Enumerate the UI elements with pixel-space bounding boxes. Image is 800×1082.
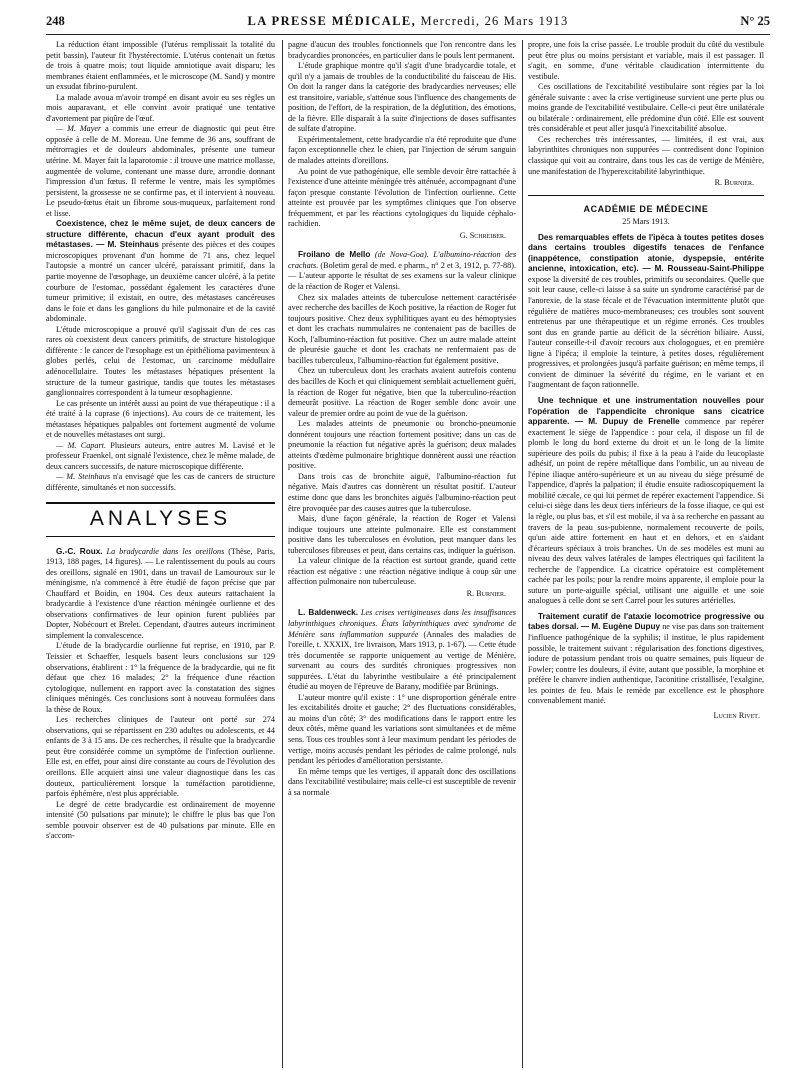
column-rule-2 bbox=[522, 40, 523, 1068]
paragraph: Ces recherches très intéressantes, — limitées, il est vrai, aux labyrinthites chroniques non suppurées — contredisent donc l'opinion classique qui voit au contraire, dans tous les cas de vertige de Ménière, une manifestation de l'hyperexcitabilité labyrinthique. bbox=[528, 134, 764, 176]
column-2 bbox=[288, 40, 516, 1068]
paragraph: — M. Capart. Plusieurs auteurs, entre autres M. Lavisé et le professeur Fraenkel, ont signalé l'existence, chez le même malade, de deux cancers successifs, de nature microscopique différente. bbox=[46, 440, 275, 471]
paragraph: L'auteur montre qu'il existe : 1° une disproportion générale entre les excitabilités droite et gauche; 2° des fluctuations considérables, au moins d'un côté; 3° des modifications dans le rapport entre les deux côtés, même quand les variations sont simultanées et de même sens. Tous ces troubles sont à leur maximum pendant les périodes de vertige, moins accusés pendant les périodes de calme prolongé, nuls pendant les périodes d'amélioration persistante. bbox=[288, 692, 516, 766]
author-signature: R. Burnier. bbox=[466, 588, 506, 598]
paragraph: Expérimentalement, cette bradycardie n'a été reproduite que d'une façon exceptionnelle chez le chien, par l'injection de sérum sanguin de malades atteints d'oreillons. bbox=[288, 134, 516, 166]
paragraph: Le degré de cette bradycardie est ordinairement de moyenne intensité (50 pulsations par minute); le chiffre le plus bas que l'on semble pouvoir observer est de 40 pulsations par minute. Elle en s'accom- bbox=[46, 799, 275, 841]
paragraph: Des remarquables effets de l'ipéca à toutes petites doses dans certains troubles digestifs tenaces de l'enfance (inappétence, constipation atonie, dyspepsie, entérite ancienne, intoxication, etc). — M. Rousseau-Saint-Philippe expose la diversité de ces troubles, primitifs ou secondaires. Quelle que soit leur cause, celle-ci laisse à sa suite un syndrome caractérisé par de l'anorexie, de la stase fécale et de l'évacuation intermittente plutôt que régulière de matières muco-membraneuses; ces troubles sont souvent entretenus par une thérapeutique et un régime erronés. Ces troubles sont dus en grande partie au déficit de la sécrétion biliaire. Aussi, l'auteur conseille-t-il d'avoir recours aux chologogues, et en première ligne à l'ipéca; il emploie la teinture, à petites doses, régulièrement progressives, et prolongées jusqu'à parfaite guérison; en même temps, il convient de diminuer la sévérité du régime, en le variant et en l'augmentant de façon rationnelle. bbox=[528, 232, 764, 390]
journal-title: LA PRESSE MÉDICALE, Mercredi, 26 Mars 1913 bbox=[247, 14, 569, 28]
paragraph: La valeur clinique de la réaction est surtout grande, quand cette réaction est négative : une réaction négative indique à coup sûr une affection pulmonaire non tuberculeuse. bbox=[288, 556, 516, 587]
paragraph: — M. Steinhaus n'a envisagé que les cas de cancers de structure différente, simultanés et non successifs. bbox=[46, 472, 275, 492]
paragraph: Ces oscillations de l'excitabilité vestibulaire sont régies par la loi générale suivante : avec la crise vertigineuse survient une perte plus ou moins grande de l'excitabilité vestibulaire. Celle-ci peut être unilatérale ou bilatérale : ordinairement, elle prédomine d'un côté. Elle est souvent très considérable et peut aller jusqu'à l'inexcitabilité absolue. bbox=[528, 82, 764, 134]
paragraph: propre, une fois la crise passée. Le trouble produit du côté du vestibule peut être plus ou moins persistant et variable, mais il est passager. Il s'agit, en somme, d'une véritable claudication intermittente du vestibule. bbox=[528, 40, 764, 81]
paragraph: G.-C. Roux. La bradycardie dans les oreillons (Thèse, Paris, 1913, 188 pages, 14 figures). — Le ralentissement du pouls au cours des oreillons, signalé en 1901, dans un travail de Lamouroux sur le méningisme, n'a commencé à être étudié de façon précise que par Chauffard et Boidin, en 1904. Ces deux auteurs rattachaient la bradycardie à l'existence d'une réaction méningée ourlienne et des observations confirmatives de leur opinion furent publiées par Dopter, Nobécourt et Brelet. Cependant, d'autres auteurs incriminent simplement la convalescence. bbox=[46, 546, 275, 640]
paragraph: Coexistence, chez le même sujet, de deux cancers de structure différente, chacun d'eux ayant produit des métastases. — M. Steinhaus présente des pièces et des coupes microscopiques provenant d'un homme de 71 ans, chez lequel l'autopsie a montré un cancer ulcéré, paraissant primitif, dans la partie moyenne de l'œsophage, un deuxième cancer ulcéré, à la petite courbure de l'estomac, possédant également les caractères d'une tumeur primitive; il existait, en outre, des métastases cancéreuses dans le foie et dans les ganglions du hile pulmonaire et de la cavité abdominale. bbox=[46, 219, 275, 324]
paragraph: L'étude graphique montre qu'il s'agit d'une bradycardie totale, et qu'il n'y a jamais de troubles de la conductibilité du faisceau de His. On doit la ranger dans la catégorie des bradycardies nerveuses; elle est transitoire, variable, s'atténue sous l'influence des changements de position, de l'effort, de la respiration, de la déglutition, des émotions, de la fièvre. Elle disparaît à la suite d'injections de doses suffisantes de sulfate d'atropine. bbox=[288, 61, 516, 134]
paragraph: L. Baldenweck. Les crises vertigineuses dans les insuffisances labyrinthiques chroniques. États labyrinthiques avec syndrome de Ménière sans inflammation suppurée (Annales des maladies de l'oreille, t. XXXIX, 1re livraison, Mars 1913, p. 1-67). — Cette étude très documentée se rapporte uniquement au vertige de Ménière, survenant au cours des surdités chroniques progressives non suppurées. L'état du labyrinthe vestibulaire a été principalement étudié au moyen de l'épreuve de Barany, modifiée par Brünings. bbox=[288, 608, 516, 692]
author-signature: G. Schreiber. bbox=[459, 230, 506, 240]
column-1 bbox=[46, 40, 275, 1068]
paragraph: La réduction étant impossible (l'utérus remplissait la totalité du petit bassin), l'auteur fit l'hystérectomie. L'utérus contenait un fœtus de trois à quatre mois; tout liquide amniotique avait disparu; les membranes étaient enflammées, et le microscope (M. Sand) y montre un exsudat fibrino-purulent. bbox=[46, 40, 275, 92]
academy-header bbox=[528, 195, 764, 228]
paragraph: Froilano de Mello (de Nova-Goa). L'albumino-réaction des crachats. (Boletim geral de med. e pharm., n° 2 et 3, 1912, p. 77-88). — L'auteur apporte le résultat de ses examens sur la valeur clinique de la réaction de Roger et Valensi. bbox=[288, 250, 516, 292]
paragraph: Une technique et une instrumentation nouvelles pour l'opération de l'appendicite chronique sans cicatrice apparente. — M. Dupuy de Frenelle commence par repérer exactement le siège de l'appendice : pour cela, il dispose un fil de plomb le long du bord externe du droit et un le long de la limite supérieure des poils du pubis; il fixe à la peau à l'aide du leucoplaste adhésif, un point de repère métallique dans l'ombilic, un au niveau de l'épine iliaque antéro-supérieure et un au niveau du siège présumé de l'appendice, d'après la palpation; il étudie ensuite radioscopiquement la mobilité cæcale, ce qui lui permet de repérer exactement l'appendice. Si celui-ci siège dans les deux tiers inférieurs de la fosse iliaque, ce qui est la règle, ou plus bas, et s'il est mobile, il va à sa recherche en passant au travers de la peau sus-pubienne, normalement recouverte de poils, qu'un aide attire fortement en haut et en dehors, et en s'aidant d'écarteurs spéciaux à trois branches. Un de ses modèles est muni au niveau des deux valves latérales de lampes électriques qui facilitent la recherche de l'appendice. La cicatrice opératoire est complètement cachée par les poils; pour la rendre moins apparente, il emploie pour la suture un porte-aiguille spécial, utilisant une aiguille et une soie analogues à celle dont se sert Carrel pour les sutures artérielles. bbox=[528, 395, 764, 606]
page-number: 248 bbox=[46, 14, 65, 28]
paragraph: La malade avoua m'avoir trompé en disant avoir eu ses règles un mois auparavant, et elle convint avoir pratiqué une tentative d'avortement par piqûre de l'œuf. bbox=[46, 92, 275, 123]
paragraph: L'étude de la bradycardie ourlienne fut reprise, en 1910, par P. Teissier et Schaeffer, lesquels basent leurs conclusions sur 129 observations, établirent : 1° la fréquence de la bradycardie, qui ne fit défaut que chez 16 malades; 2° la fréquence d'une réaction cytologique, nullement en rapport avec la constatation des signes cliniques méningés. Ces conclusions sont à nouveau formulées dans la thèse de Roux. bbox=[46, 641, 275, 714]
session-date: 25 Mars 1913. bbox=[622, 217, 670, 227]
paragraph: Chez un tuberculeux dont les crachats avaient autrefois contenu des bacilles de Koch et qui cliniquement semblait actuellement guéri, la réaction de Roger fut négative, bien que la tuberculino-réaction demeurât positive. La réaction de Roger semble donc avoir une valeur de premier ordre au point de vue de la guérison. bbox=[288, 366, 516, 418]
paragraph: Les malades atteints de pneumonie ou broncho-pneumonie donnèrent toujours une réaction fortement positive; dans un cas de pneumonie la réaction fut négative après la guérison; deux malades atteints d'œdème pulmonaire brightique donnèrent aussi une réaction positive. bbox=[288, 419, 516, 471]
author-signature: Lucien Rivet. bbox=[713, 710, 760, 720]
paragraph: Mais, d'une façon générale, la réaction de Roger et Valensi indique toujours une atteinte pulmonaire. Elle est constamment positive dans les tuberculoses en évolution, peut manquer dans les tuberculoses fibreuses et peut, dans certains cas, indiquer la guérison. bbox=[288, 514, 516, 555]
paragraph: Dans trois cas de bronchite aiguë, l'albumino-réaction fut négative. Mais d'autres cas donnèrent un résultat positif. L'auteur estime donc que dans les bronchites aiguës l'albumino-réaction peut être provoquée par des causes autres que la tuberculose. bbox=[288, 471, 516, 513]
page-header bbox=[46, 12, 770, 35]
issue-number: N° 25 bbox=[740, 14, 770, 28]
section-title: ANALYSES bbox=[89, 506, 232, 530]
column-3 bbox=[528, 40, 764, 1068]
column-rule-1 bbox=[282, 40, 283, 1068]
paragraph: Traitement curatif de l'ataxie locomotrice progressive ou tabes dorsal. — M. Eugène Dupuy ne vise pas dans son traitement l'influence pathogénique de la syphilis; il institue, le plus rapidement possible, le traitement suivant : régularisation des fonctions digestives, iodure de potassium pendant trois ou quatre semaines, puis liqueur de Fowler; contre les douleurs, il évite, autant que possible, la morphine et préfère le chanvre indien authentique, l'aconitine cristallisée, l'exalgine, les pointes de feu. Mais le remède par excellence est le phosphore convenablement manié. bbox=[528, 611, 764, 706]
paragraph: Le cas présente un intérêt aussi au point de vue thérapeutique : il a été traité à la cuprase (6 injections). Au cours de ce traitement, les métastases hépatiques palpables ont fortement augmenté de volume et de nouvelles métastases ont surgi. bbox=[46, 398, 275, 440]
paragraph: L'étude microscopique a prouvé qu'il s'agissait d'un de ces cas rares où coexistent deux cancers primitifs, de structure histologique différente : le cancer de l'œsophage est un épithélioma pavimenteux à globes perlés, celui de l'estomac, un carcinome médullaire adénocellulaire. Toutes les métastases hépatiques présentent la structure de la tumeur gastrique, tandis que toutes les métastases ganglionnaires correspondent à la tumeur œsophagienne. bbox=[46, 324, 275, 398]
paragraph: En même temps que les vertiges, il apparaît donc des oscillations dans l'excitabilité vestibulaire; mais celle-ci est susceptible de revenir à sa normale bbox=[288, 766, 516, 797]
paragraph: Chez six malades atteints de tuberculose nettement caractérisée avec recherche des bacilles de Koch positive, la réaction de Roger fut toujours positive. Chez deux syphilitiques ayant eu des hémoptysies et dont les crachats nummulaires ne contenaient pas de bacilles de Koch, l'albumino-réaction fut positive. Chez un autre malade atteint de pleurésie gauche et dont les crachats ne renfermaient pas de bacilles tuberculeux, l'albumino-réaction fut également positive. bbox=[288, 292, 516, 365]
paragraph: Les recherches cliniques de l'auteur ont porté sur 274 observations, qui se répartissent en 230 adultes ou adolescents, et 44 enfants de 3 à 15 ans. De ces recherches, il résulte que la bradycardie peut être considérée comme un symptôme de l'infection ourlienne. Elle est, en effet, pour ainsi dire constante au cours de l'évolution des oreillons. Elle acquiert ainsi une valeur diagnostique dans les cas douteux, particulièrement lorsque la tuméfaction parotidienne, parfois éphémère, n'est plus appréciable. bbox=[46, 715, 275, 799]
paragraph: Au point de vue pathogénique, elle semble devoir être rattachée à l'existence d'une atteinte méningée très atténuée, accompagnant d'une façon presque constante l'évolution de l'infection ourlienne. Cette atteinte est prouvée par les symptômes cliniques que l'on observe fréquemment, et par les réactions cytologiques du liquide céphalo-rachidien. bbox=[288, 166, 516, 229]
section-title: ACADÉMIE DE MÉDECINE bbox=[583, 203, 709, 214]
analyses-banner bbox=[46, 502, 275, 537]
author-signature: R. Burnier. bbox=[714, 178, 754, 188]
paragraph: pagne d'aucun des troubles fonctionnels que l'on rencontre dans les bradycardies prononcées, en particulier dans le pouls lent permanent. bbox=[288, 40, 516, 60]
paragraph: — M. Mayer a commis une erreur de diagnostic qui peut être opposée à celle de M. Moreau. Une femme de 36 ans, souffrant de métrorragies et de douleurs abdominales, présente une tumeur utérine. M. Mayer fait la laparotomie : il trouve une matrice mollasse, augmentée de volume, contenant une masse dure, arrondie donnant l'impression d'un fœtus. Il referme le ventre, mais les symptômes persistent, la grossesse ne se confirme pas, et il intervient à nouveau. Le pseudo-fœtus était un fibrome sous-muqueux, parfaitement rond et lisse. bbox=[46, 124, 275, 218]
